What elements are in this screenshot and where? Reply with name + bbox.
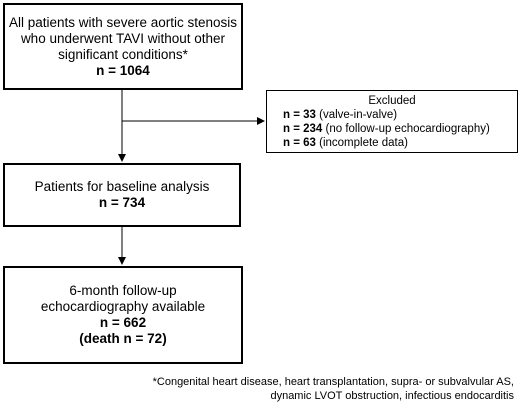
excluded-item-note: (no follow-up echocardiography): [322, 122, 490, 135]
baseline-count: n = 734: [98, 195, 146, 210]
excluded-item-count: n = 63: [283, 136, 316, 149]
baseline-box: [3, 163, 241, 227]
excluded-item: [267, 122, 517, 136]
baseline-text: Patients for baseline analysis: [34, 179, 210, 194]
excluded-item: [267, 108, 517, 122]
excluded-item: [267, 136, 517, 150]
footnote: *Congenital heart disease, heart transplantation, supra- or subvalvular AS, dynamic LVOT obstruction, infectious endocarditis: [152, 376, 514, 402]
all-patients-text: All patients with severe aortic stenosis who underwent TAVI without other significant conditions*: [8, 14, 238, 62]
excluded-title: Excluded: [368, 94, 416, 107]
excluded-item-count: n = 33: [283, 108, 316, 121]
all-patients-box: [3, 3, 243, 90]
excluded-box: [266, 90, 518, 153]
excluded-item-note: (incomplete data): [315, 136, 408, 149]
followup-text: 6-month follow-up echocardiography available: [40, 283, 206, 314]
followup-box: [3, 266, 243, 364]
all-patients-count: n = 1064: [96, 62, 150, 78]
excluded-item-note: (valve-in-valve): [315, 108, 398, 121]
excluded-item-count: n = 234: [283, 122, 323, 135]
followup-death-count: (death n = 72): [79, 331, 167, 346]
followup-count: n = 662: [99, 315, 147, 330]
